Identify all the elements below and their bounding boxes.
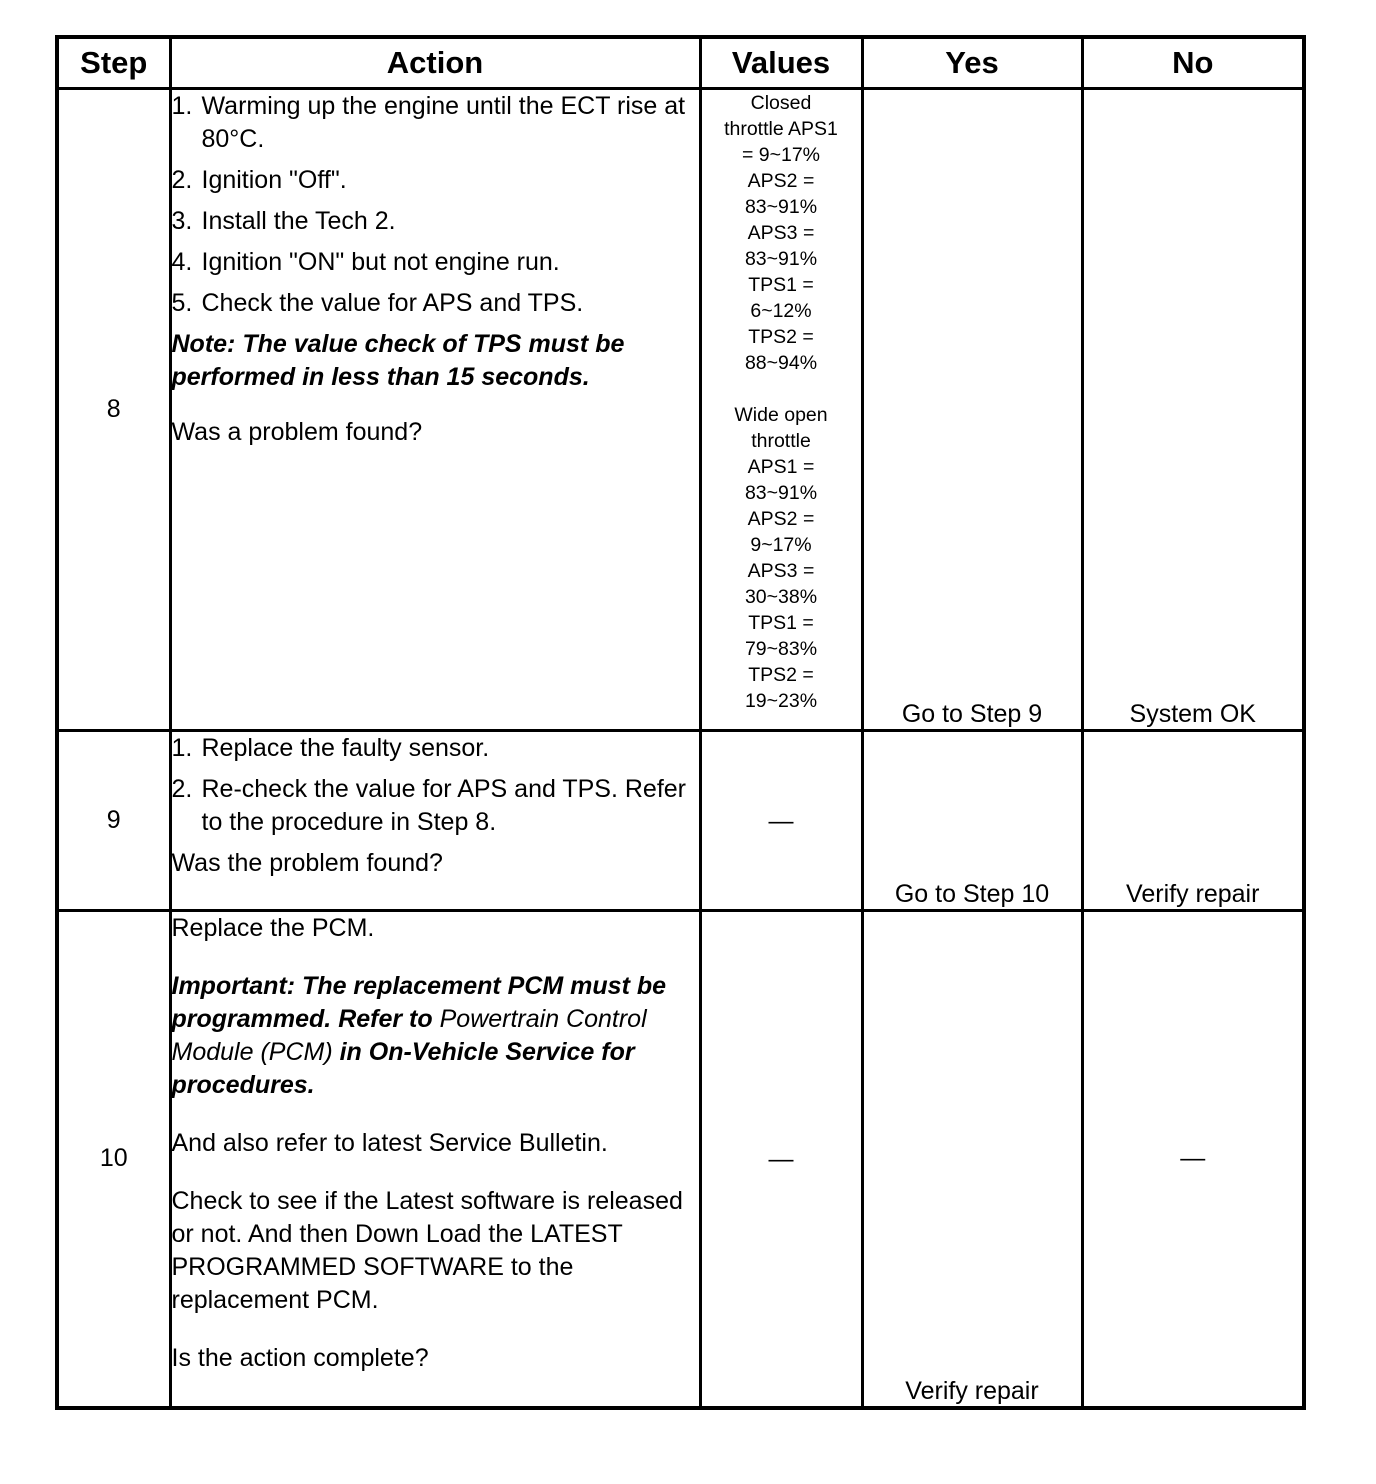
value-line: APS3 = [747,560,815,582]
item-number: 1. [171,734,193,762]
yes-cell: Go to Step 10 [862,731,1082,911]
item-text: Check the value for APS and TPS. [201,289,584,317]
item-number: 4. [171,248,193,276]
list-item [172,773,699,839]
header-row [57,37,1304,89]
value-line: throttle [751,430,811,452]
values-cell [700,89,862,731]
item-text: Ignition "Off". [201,166,347,194]
question-text: Was a problem found? [171,418,423,446]
item-number: 2. [171,775,193,803]
diagnostic-table [55,35,1306,1410]
value-line: APS1 = [747,456,815,478]
step-number: 9 [57,731,170,911]
yes-cell: Verify repair [862,911,1082,1408]
question-text: Is the action complete? [171,1344,429,1372]
list-item [172,246,699,279]
value-line: APS3 = [747,222,815,244]
item-text: Install the Tech 2. [201,207,396,235]
value-line: 83~91% [744,248,818,270]
important-reference: Powertrain Control Module (PCM) [171,1005,647,1066]
software-text: Check to see if the Latest software is released or not. And then Down Load the LATEST PROGRAMMED SOFTWARE to the replacement PCM. [171,1187,683,1314]
action-text: Replace the PCM. [171,914,375,942]
value-line: 6~12% [750,300,812,322]
item-text: Replace the faulty sensor. [201,734,490,762]
value-line: TPS2 = [748,326,814,348]
bulletin-text: And also refer to latest Service Bulletin. [171,1129,608,1157]
value-line: 30~38% [744,586,818,608]
value-line: 88~94% [744,352,818,374]
value-line: TPS2 = [748,664,814,686]
header-yes: Yes [862,37,1082,89]
important-text [172,970,699,1102]
item-text: Ignition "ON" but not engine run. [201,248,560,276]
value-line: 79~83% [744,638,818,660]
values-cell: — [700,731,862,911]
header-step: Step [57,37,170,89]
value-line: Closed [750,92,812,114]
yes-cell: Go to Step 9 [862,89,1082,731]
header-no: No [1082,37,1304,89]
action-cell [170,911,700,1408]
value-line: Wide open [734,404,828,426]
value-line: APS2 = [747,508,815,530]
list-item [172,287,699,320]
no-cell: Verify repair [1082,731,1304,911]
item-number: 1. [171,92,193,120]
action-steps [172,90,699,320]
value-line: 9~17% [750,534,812,556]
value-line: = 9~17% [741,144,821,166]
item-number: 5. [171,289,193,317]
step-number: 8 [57,89,170,731]
action-cell [170,731,700,911]
table-row-step-10 [57,911,1304,1408]
important-lead: Important: The replacement PCM must be programmed. Refer to [171,972,667,1033]
question-text: Was the problem found? [171,849,443,877]
list-item [172,205,699,238]
value-line: 83~91% [744,482,818,504]
header-values: Values [700,37,862,89]
header-action: Action [170,37,700,89]
item-number: 3. [171,207,193,235]
important-tail: in On-Vehicle Service for procedures. [171,1038,635,1099]
item-text: Re-check the value for APS and TPS. Refer to the procedure in Step 8. [201,775,687,836]
no-cell: — [1082,911,1304,1408]
value-line: APS2 = [747,170,815,192]
item-text: Warming up the engine until the ECT rise at 80°C. [201,92,686,153]
no-cell: System OK [1082,89,1304,731]
list-item [172,90,699,156]
step-number: 10 [57,911,170,1408]
list-item [172,164,699,197]
value-line: 19~23% [744,690,818,712]
value-line: throttle APS1 [724,118,838,140]
list-item [172,732,699,765]
item-number: 2. [171,166,193,194]
note-text: Note: The value check of TPS must be performed in less than 15 seconds. [171,330,625,391]
value-line: TPS1 = [748,274,814,296]
wide-open-throttle-values [702,402,861,714]
table-row-step-8 [57,89,1304,731]
table-row-step-9 [57,731,1304,911]
values-cell: — [700,911,862,1408]
action-steps [172,732,699,839]
value-line: TPS1 = [748,612,814,634]
action-cell [170,89,700,731]
value-line: 83~91% [744,196,818,218]
closed-throttle-values [702,90,861,376]
